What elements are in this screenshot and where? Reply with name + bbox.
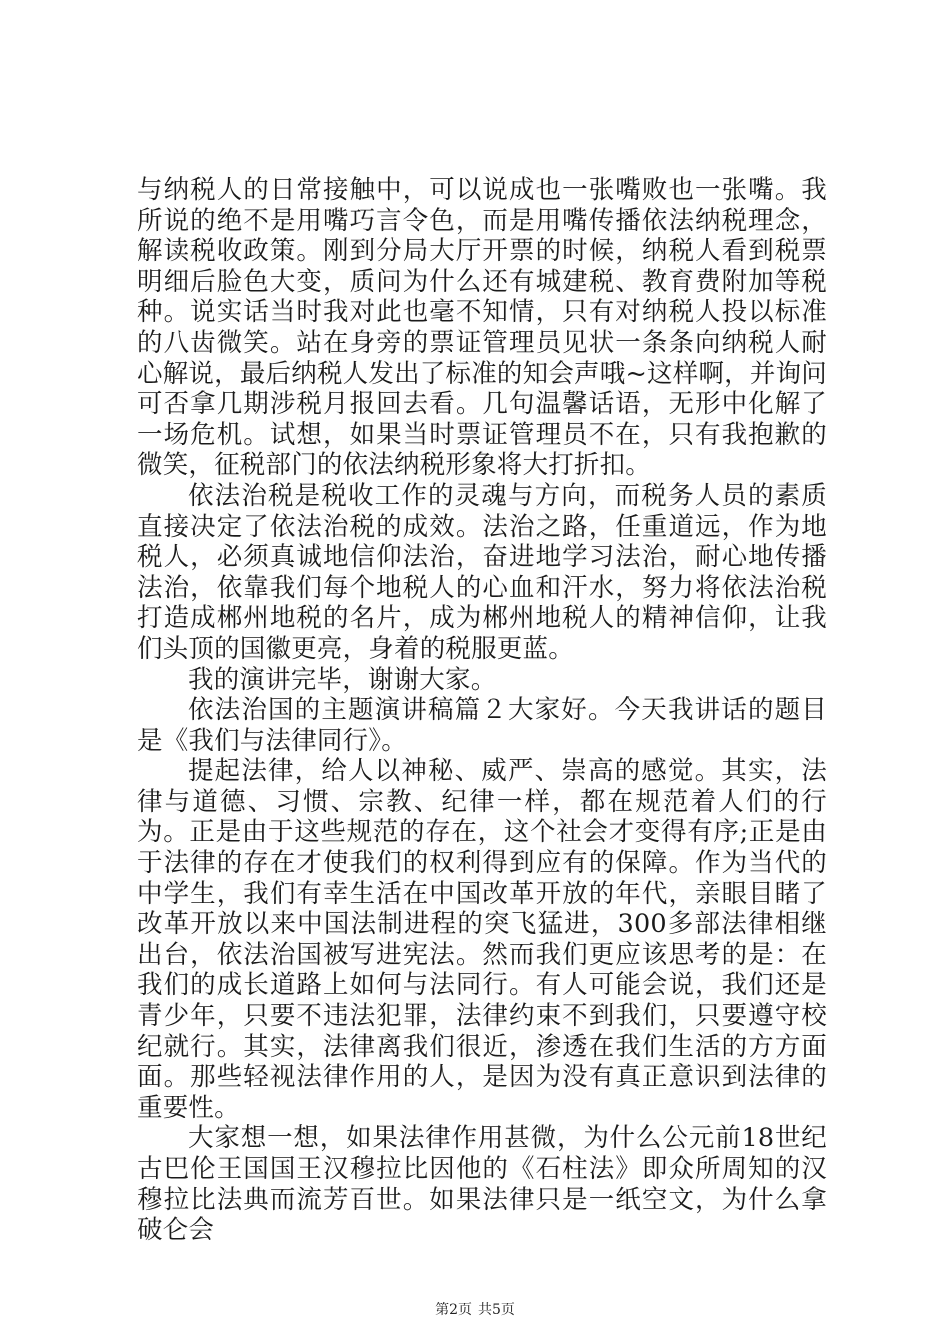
page-total: 共5页 bbox=[478, 1302, 515, 1318]
paragraph-hammurabi: 大家想一想，如果法律作用甚微，为什么公元前18世纪古巴伦王国国王汉穆拉比因他的《石柱法》即众所周知的汉穆拉比法典而流芳百世。如果法律只是一纸空文，为什么拿破仑会 bbox=[137, 1123, 827, 1246]
paragraph-rule-of-law-tax: 依法治税是税收工作的灵魂与方向，而税务人员的素质直接决定了依法治税的成效。法治之路，任重道远，作为地税人，必须真诚地信仰法治，奋进地学习法治，耐心地传播法治，依靠我们每个地税人的心血和汗水，努力将依法治税打造成郴州地税的名片，成为郴州地税人的精神信仰，让我们头顶的国徽更亮，身着的税服更蓝。 bbox=[137, 480, 827, 664]
page-footer bbox=[0, 1301, 950, 1319]
paragraph-continuation: 与纳税人的日常接触中，可以说成也一张嘴败也一张嘴。我所说的绝不是用嘴巧言令色，而是用嘴传播依法纳税理念，解读税收政策。刚到分局大厅开票的时候，纳税人看到税票明细后脸色大变，质问为什么还有城建税、教育费附加等税种。说实话当时我对此也毫不知情，只有对纳税人投以标准的八齿微笑。站在身旁的票证管理员见状一条条向纳税人耐心解说，最后纳税人发出了标准的知会声哦~这样啊，并询问可否拿几期涉税月报回去看。几句温馨话语，无形中化解了一场危机。试想，如果当时票证管理员不在，只有我抱歉的微笑，征税部门的依法纳税形象将大打折扣。 bbox=[137, 175, 827, 481]
paragraph-law-and-norms: 提起法律，给人以神秘、威严、崇高的感觉。其实，法律与道德、习惯、宗教、纪律一样，都在规范着人们的行为。正是由于这些规范的存在，这个社会才变得有序;正是由于法律的存在才使我们的权利得到应有的保障。作为当代的中学生，我们有幸生活在中国改革开放的年代，亲眼目睹了改革开放以来中国法制进程的突飞猛进，300多部法律相继出台，依法治国被写进宪法。然而我们更应该思考的是：在我们的成长道路上如何与法同行。有人可能会说，我们还是青少年，只要不违法犯罪，法律约束不到我们，只要遵守校纪就行。其实，法律离我们很近，渗透在我们生活的方方面面。那些轻视法律作用的人，是因为没有真正意识到法律的重要性。 bbox=[137, 756, 827, 1123]
paragraph-speech-2-intro: 依法治国的主题演讲稿篇２大家好。今天我讲话的题目是《我们与法律同行》。 bbox=[137, 695, 827, 756]
document-body bbox=[137, 175, 827, 1246]
page-number: 第2页 bbox=[435, 1302, 472, 1318]
paragraph-closing: 我的演讲完毕，谢谢大家。 bbox=[188, 664, 497, 695]
